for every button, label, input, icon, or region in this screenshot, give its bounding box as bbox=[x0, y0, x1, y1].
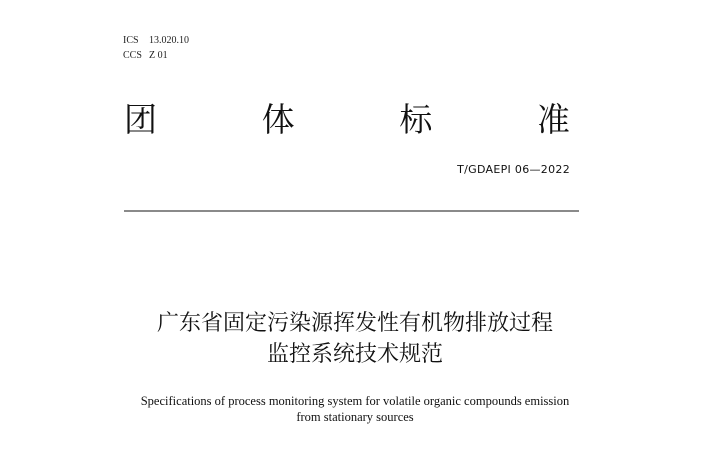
ccs-row bbox=[123, 48, 189, 63]
english-title bbox=[90, 393, 620, 425]
title-char-1: 团 bbox=[124, 100, 157, 139]
english-title-line-2: from stationary sources bbox=[296, 410, 414, 424]
chinese-title-line-2: 监控系统技术规范 bbox=[266, 342, 443, 367]
standard-number: T/GDAEPI 06—2022 bbox=[457, 163, 570, 176]
english-title-line-1: Specifications of process monitoring system for volatile organic compounds emission bbox=[140, 394, 570, 408]
title-char-2: 体 bbox=[261, 100, 295, 139]
divider bbox=[124, 210, 579, 212]
ics-row bbox=[123, 33, 189, 48]
ics-value: 13.020.10 bbox=[149, 35, 189, 46]
classification-codes bbox=[123, 33, 189, 63]
ics-label: ICS bbox=[123, 35, 139, 46]
chinese-title bbox=[80, 308, 630, 370]
ccs-label: CCS bbox=[123, 50, 142, 61]
title-char-3: 标 bbox=[399, 100, 433, 139]
chinese-title-line-1: 广东省固定污染源挥发性有机物排放过程 bbox=[156, 311, 553, 336]
title-char-4: 准 bbox=[536, 100, 570, 139]
ccs-value: Z 01 bbox=[149, 50, 168, 61]
standard-type-title bbox=[124, 100, 570, 140]
